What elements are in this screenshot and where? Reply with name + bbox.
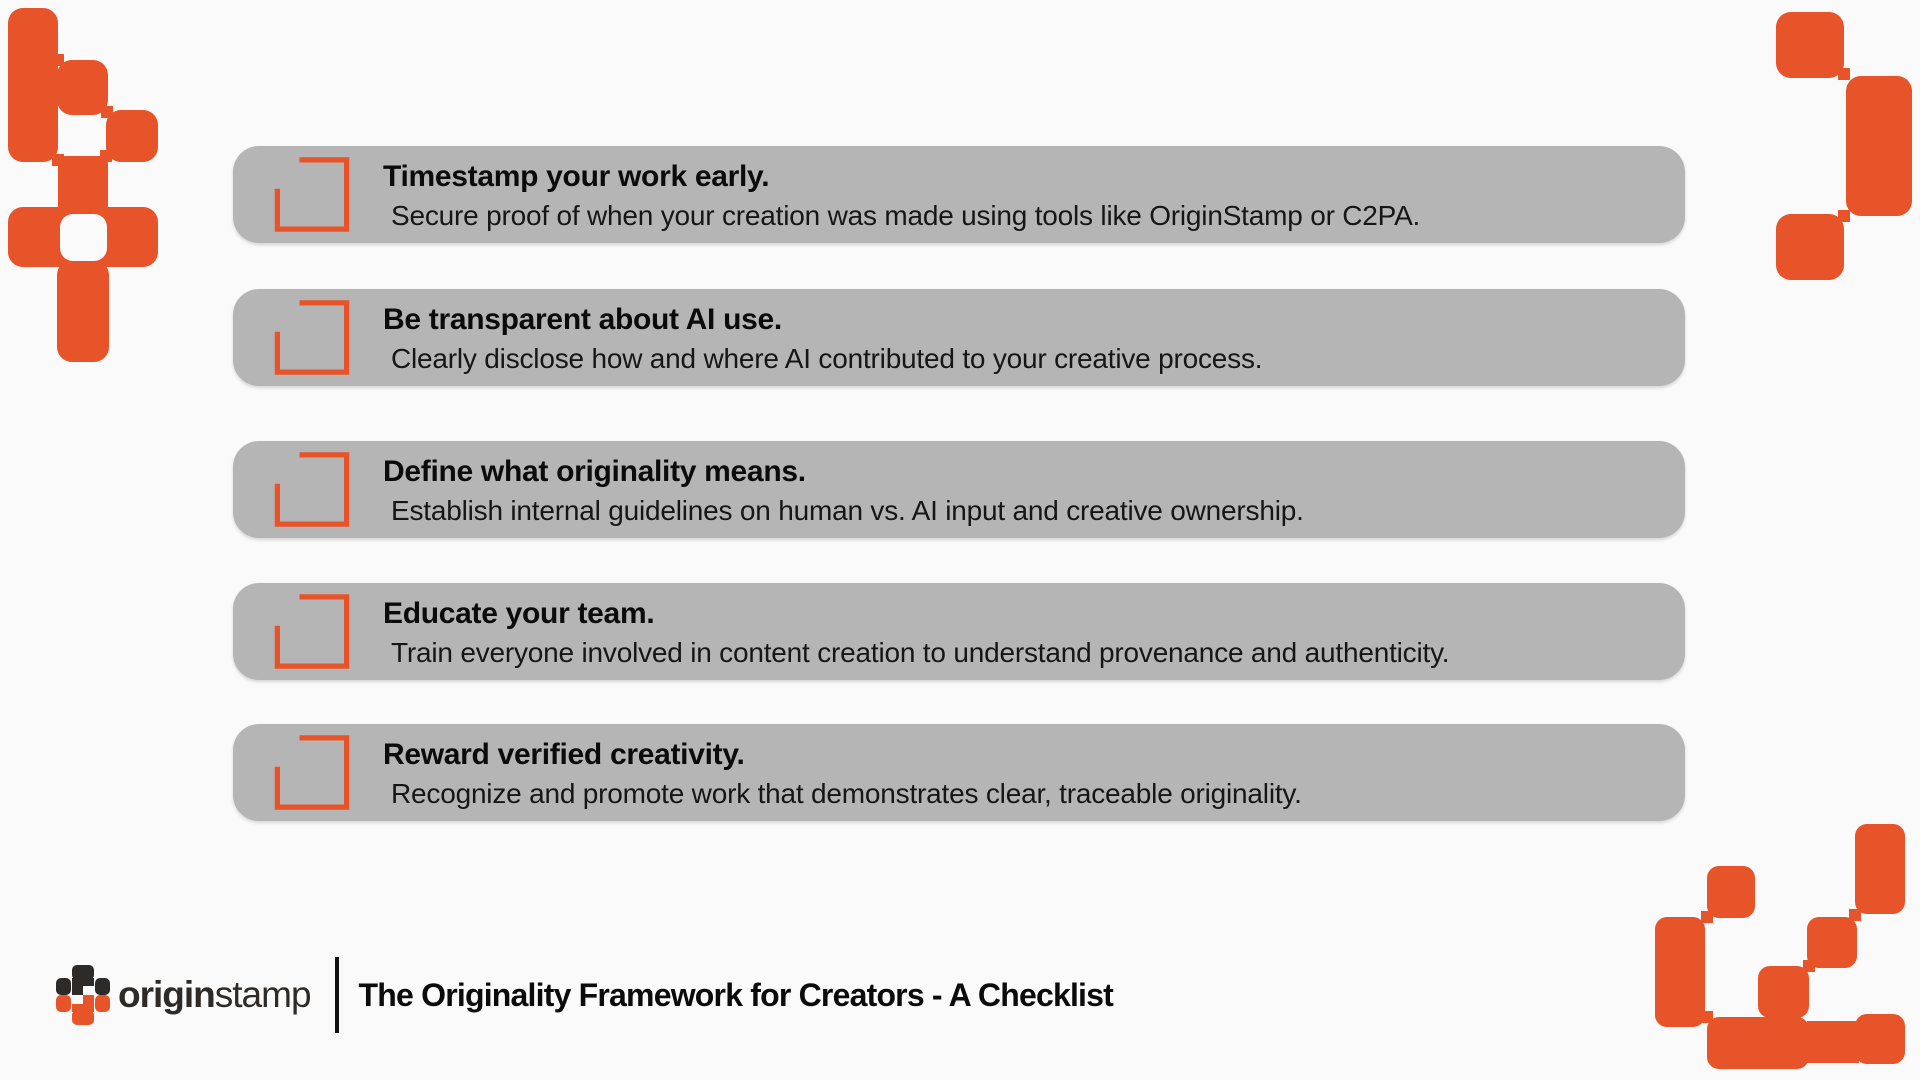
checklist-item [233,146,1685,243]
footer [56,950,1113,1040]
item-description: Secure proof of when your creation was made using tools like OriginStamp or C2PA. [391,199,1421,231]
checkbox-icon [273,593,351,670]
checkbox-icon [273,156,351,233]
brand-wordmark-light: stamp [214,974,311,1015]
checklist-item [233,724,1685,821]
footer-title: The Originality Framework for Creators - A Checklist [358,976,1113,1013]
footer-divider [335,957,339,1033]
item-title: Timestamp your work early. [383,159,770,193]
item-text [383,583,1673,680]
item-title: Educate your team. [383,596,655,630]
checklist-item [233,583,1685,680]
pixel-key-shape-icon [0,4,170,364]
item-title: Define what originality means. [383,454,806,488]
logo-s-mark-icon [56,965,110,1025]
item-title: Reward verified creativity. [383,737,745,771]
item-text [383,724,1673,821]
brand-wordmark [118,974,311,1016]
item-description: Clearly disclose how and where AI contributed to your creative process. [391,342,1263,374]
item-description: Train everyone involved in content creation to understand provenance and authenticity. [391,636,1450,668]
pixel-art-top-right [1768,6,1918,286]
pixel-cluster-shape-icon [1652,824,1920,1080]
originstamp-logo [56,965,311,1025]
item-description: Establish internal guidelines on human vs. AI input and creative ownership. [391,494,1304,526]
checklist-item [233,289,1685,386]
item-description: Recognize and promote work that demonstrates clear, traceable originality. [391,777,1302,809]
item-text [383,441,1673,538]
item-title: Be transparent about AI use. [383,302,782,336]
brand-wordmark-bold: origin [118,974,215,1015]
pixel-bracket-shape-icon [1768,6,1918,286]
pixel-art-top-left [0,4,170,364]
checkbox-icon [273,299,351,376]
item-text [383,289,1673,386]
checklist-item [233,441,1685,538]
pixel-art-bottom-right [1652,824,1920,1080]
checkbox-icon [273,734,351,811]
item-text [383,146,1673,243]
checkbox-icon [273,451,351,528]
